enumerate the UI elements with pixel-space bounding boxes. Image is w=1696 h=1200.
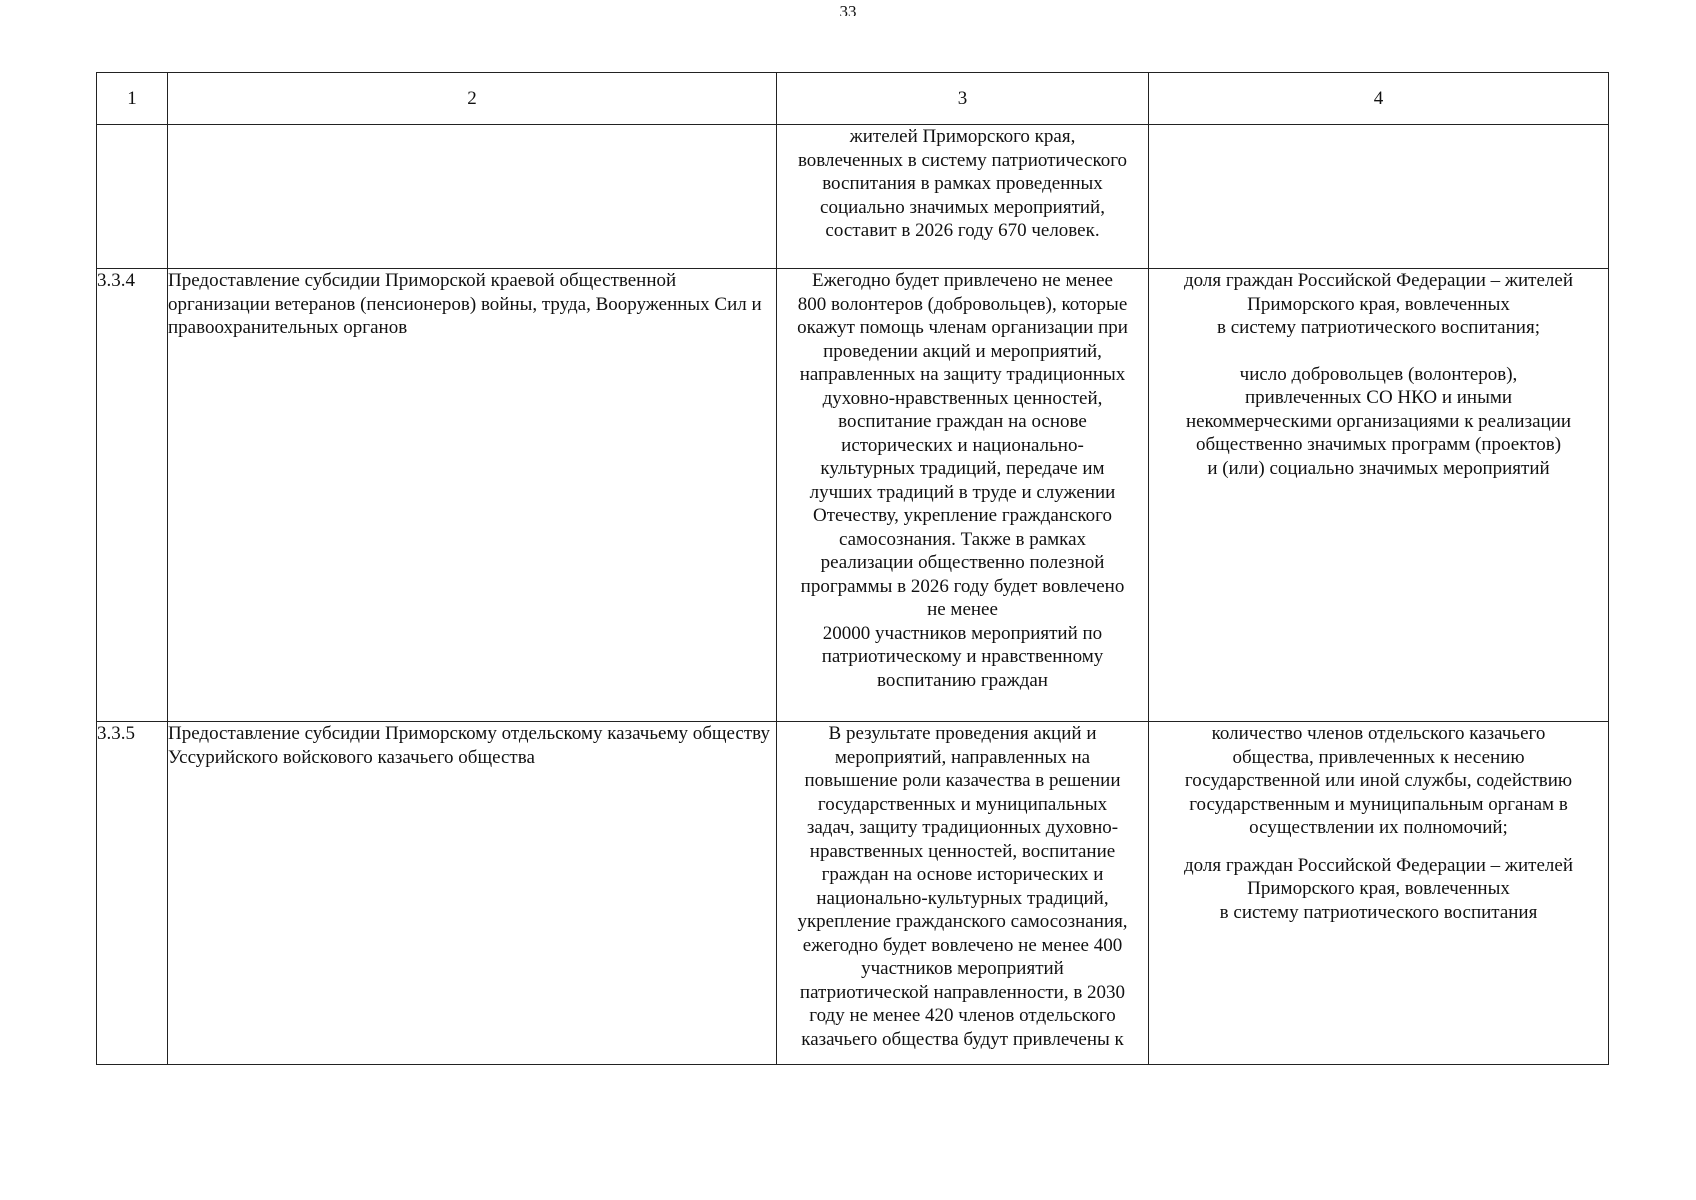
result-line: граждан на основе исторических и: [821, 864, 1104, 885]
result-line: реализации общественно полезной: [820, 552, 1105, 573]
result-line: повышение роли казачества в решении: [804, 770, 1121, 791]
result-line: жителей Приморского края,: [849, 126, 1076, 147]
result-line: 800 волонтеров (добровольцев), которые: [797, 293, 1128, 315]
indicator-line: некоммерческими организациями к реализации: [1185, 410, 1572, 432]
result-line: лучших традиций в труде и служении: [809, 481, 1116, 503]
result-line: казачьего общества будут привлечены к: [801, 1028, 1124, 1050]
table-row-3-3-5: [97, 722, 1609, 1065]
indicator-line: общественно значимых программ (проектов): [1195, 434, 1562, 455]
result-line: проведении акций и мероприятий,: [823, 340, 1102, 362]
page-number: 33: [839, 2, 857, 16]
column-header-3: 3: [777, 73, 1149, 125]
indicator-line: в систему патриотического воспитания: [1219, 901, 1538, 923]
result-line: воспитанию граждан: [877, 669, 1048, 691]
column-header-4: 4: [1149, 73, 1609, 125]
indicator-volunteers-count: [1149, 363, 1608, 481]
indicator-line: привлеченных СО НКО и иными: [1244, 387, 1513, 408]
cell-result-continuation: [777, 125, 1149, 269]
result-line: патриотическому и нравственному: [821, 646, 1104, 667]
result-line: мероприятий, направленных на: [834, 746, 1091, 768]
result-line: программы в 2026 году будет вовлечено: [800, 575, 1125, 597]
result-line: В результате проведения акций и: [828, 723, 1097, 744]
result-line: духовно-нравственных ценностей,: [822, 387, 1103, 409]
indicator-cossack-members: [1149, 722, 1608, 840]
result-line: 20000 участников мероприятий по: [822, 622, 1103, 644]
result-line: государственных и муниципальных: [817, 793, 1108, 815]
cell-indicators: [1149, 269, 1609, 722]
indicator-line: общества, привлеченных к несению: [1232, 746, 1525, 768]
result-line: не менее: [927, 599, 998, 620]
result-line: вовлеченных в систему патриотического: [797, 149, 1128, 171]
indicator-line: государственной или иной службы, содействию: [1184, 770, 1573, 791]
result-line: Отечеству, укрепление гражданского: [812, 505, 1112, 526]
indicator-line: количество членов отдельского казачьего: [1211, 723, 1546, 744]
result-line: укрепление гражданского самосознания,: [797, 911, 1128, 932]
table-header-row: [97, 73, 1609, 125]
result-line: социально значимых мероприятий,: [820, 196, 1105, 218]
indicator-line: доля граждан Российской Федерации – жителей: [1184, 854, 1573, 876]
result-line: задач, защиту традиционных духовно-: [806, 817, 1119, 838]
indicator-line: и (или) социально значимых мероприятий: [1207, 457, 1550, 479]
table-row-3-3-4: [97, 269, 1609, 722]
indicator-share-citizens: [1149, 269, 1608, 340]
indicator-share-citizens: [1149, 854, 1608, 925]
table-row-continuation: [97, 125, 1609, 269]
row-number: 3.3.5: [97, 722, 168, 1065]
indicator-line: число добровольцев (волонтеров),: [1239, 363, 1518, 385]
result-line: участников мероприятий: [861, 958, 1064, 979]
row-name: Предоставление субсидии Приморской краевой общественной организации ветеранов (пенсионеров) войны, труда, Вооруженных Сил и правоохранительных органов: [168, 269, 777, 722]
cell-result: [777, 722, 1149, 1065]
cell-number-empty: [97, 125, 168, 269]
indicator-line: Приморского края, вовлеченных: [1247, 878, 1510, 899]
result-line: воспитания в рамках проведенных: [822, 173, 1103, 194]
result-line: национально-культурных традиций,: [816, 887, 1109, 909]
cell-name-empty: [168, 125, 777, 269]
result-line: составит в 2026 году 670 человек.: [825, 220, 1100, 241]
result-line: ежегодно будет вовлечено не менее 400: [802, 934, 1123, 956]
result-line: самосознания. Также в рамках: [838, 528, 1087, 550]
result-line: Ежегодно будет привлечено не менее: [812, 270, 1113, 291]
indicator-line: государственным и муниципальным органам в: [1189, 793, 1568, 815]
result-line: воспитание граждан на основе: [838, 411, 1087, 432]
result-line: патриотической направленности, в 2030: [799, 981, 1126, 1003]
row-number: 3.3.4: [97, 269, 168, 722]
result-line: году не менее 420 членов отдельского: [809, 1005, 1116, 1026]
cell-indicators: [1149, 722, 1609, 1065]
program-table: [96, 72, 1609, 1065]
result-line: направленных на защиту традиционных: [799, 364, 1126, 385]
result-line: исторических и национально-: [841, 434, 1084, 456]
indicator-line: Приморского края, вовлеченных: [1247, 293, 1510, 315]
column-header-2: 2: [168, 73, 777, 125]
cell-result: [777, 269, 1149, 722]
column-header-1: 1: [97, 73, 168, 125]
result-line: культурных традиций, передаче им: [820, 458, 1105, 479]
indicator-line: осуществлении их полномочий;: [1249, 817, 1508, 838]
result-line: окажут помощь членам организации при: [797, 317, 1128, 338]
row-name: Предоставление субсидии Приморскому отдельскому казачьему обществу Уссурийского войскового казачьего общества: [168, 722, 777, 1065]
indicator-line: доля граждан Российской Федерации – жителей: [1184, 270, 1573, 291]
result-line: нравственных ценностей, воспитание: [809, 840, 1116, 862]
indicator-line: в систему патриотического воспитания;: [1217, 317, 1540, 338]
cell-indicator-empty: [1149, 125, 1609, 269]
